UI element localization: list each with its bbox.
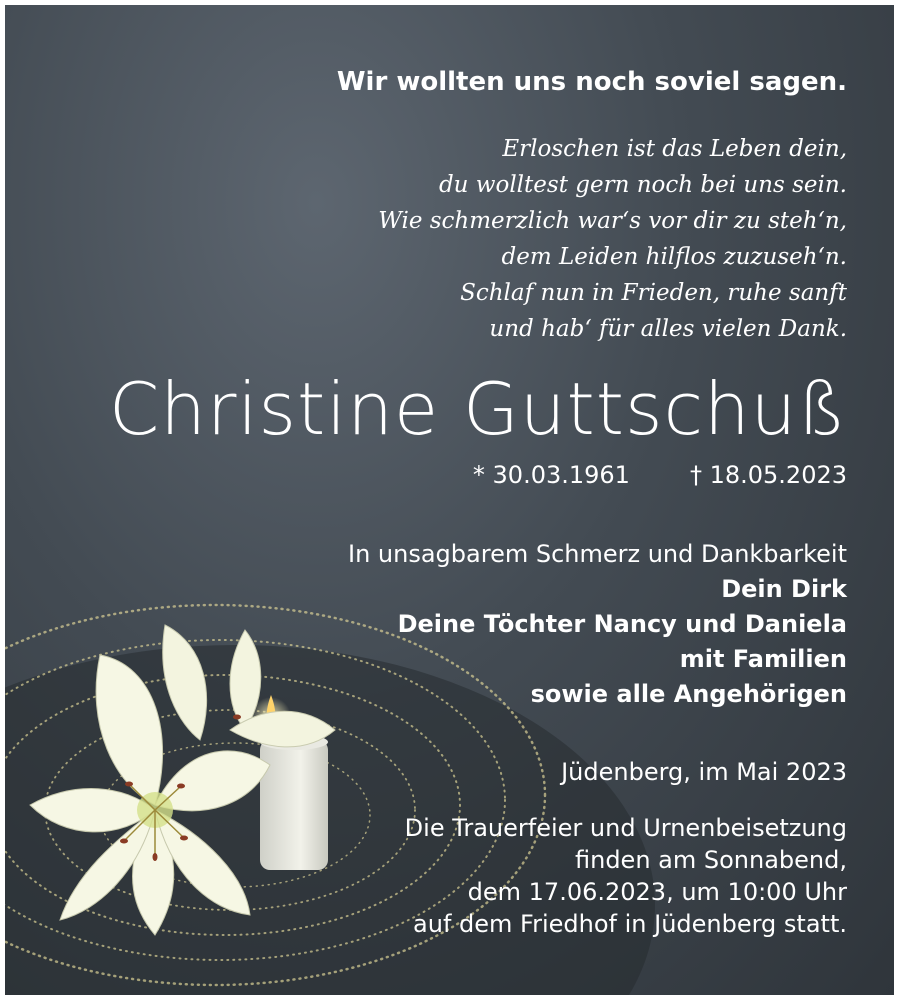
poem-line: du wolltest gern noch bei uns sein. bbox=[438, 172, 847, 198]
life-dates bbox=[473, 461, 847, 489]
mourner-name: Dein Dirk bbox=[721, 575, 847, 603]
death-date: † 18.05.2023 bbox=[689, 461, 847, 489]
funeral-line: dem 17.06.2023, um 10:00 Uhr bbox=[467, 878, 847, 906]
deceased-name: Christine Guttschuß bbox=[108, 367, 847, 451]
mourners bbox=[348, 537, 847, 712]
mourner-name: mit Familien bbox=[679, 645, 847, 673]
poem-line: Erloschen ist das Leben dein, bbox=[502, 136, 847, 162]
poem-line: Wie schmerzlich war‘s vor dir zu steh‘n, bbox=[378, 208, 847, 234]
obituary-card bbox=[5, 5, 894, 995]
poem-line: dem Leiden hilflos zuzuseh‘n. bbox=[501, 244, 847, 270]
mourner-name: Deine Töchter Nancy und Daniela bbox=[397, 610, 847, 638]
poem-line: und hab‘ für alles vielen Dank. bbox=[489, 316, 847, 342]
funeral-info bbox=[405, 812, 847, 940]
place-date: Jüdenberg, im Mai 2023 bbox=[561, 758, 847, 786]
poem bbox=[378, 131, 847, 347]
headline: Wir wollten uns noch soviel sagen. bbox=[336, 67, 847, 97]
mourner-name: sowie alle Angehörigen bbox=[530, 680, 847, 708]
funeral-line: finden am Sonnabend, bbox=[574, 846, 847, 874]
poem-line: Schlaf nun in Frieden, ruhe sanft bbox=[460, 280, 847, 306]
mourners-intro: In unsagbarem Schmerz und Dankbarkeit bbox=[348, 540, 847, 568]
funeral-line: auf dem Friedhof in Jüdenberg statt. bbox=[413, 910, 847, 938]
funeral-line: Die Trauerfeier und Urnenbeisetzung bbox=[404, 814, 847, 842]
birth-date: * 30.03.1961 bbox=[472, 461, 630, 489]
